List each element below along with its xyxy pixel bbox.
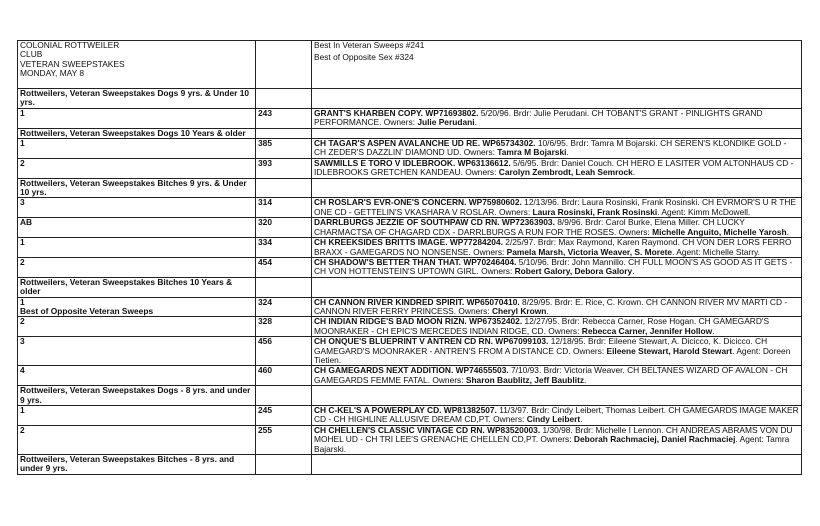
owners: Tamra M Bojarski — [497, 147, 567, 158]
owners: Laura Rosinski, Frank Rosinski — [532, 206, 658, 217]
owners: Julie Perudani — [417, 117, 475, 128]
entry-description — [312, 218, 802, 238]
class-heading-row — [18, 89, 802, 109]
dog-name-and-registration: DARRLBURGS JEZZIE OF SOUTHPAW CD RN. WP72363903. — [314, 217, 555, 228]
catalog-number: 243 — [256, 108, 312, 128]
entry-description — [312, 317, 802, 337]
best-awards-cell — [312, 41, 802, 89]
page-top-margin — [0, 0, 820, 38]
owners: Cheryl Krown — [491, 305, 547, 316]
catalog-number: 456 — [256, 337, 312, 366]
catalog-number: 320 — [256, 218, 312, 238]
entry-row — [18, 238, 802, 258]
empty-number-cell — [256, 386, 312, 406]
placement: 2 — [18, 158, 256, 178]
entry-description — [312, 337, 802, 366]
placement: 1 — [18, 108, 256, 128]
entry-description — [312, 238, 802, 258]
entry-row — [18, 425, 802, 454]
entry-details: 5/10/96. Brdr: John Mannillo. CH FULL MOON'S AS GOOD AS IT GETS - CH VON HOTTENSTEIN'S UPTOWN GIRL. Owners: — [314, 257, 793, 277]
entry-details: 10/6/95. Brdr: Tamra M Bojarski. CH SEREN'S KLONDIKE GOLD - CH ZEDER'S DAZZLIN' DIAMOND UD. Owners: — [314, 138, 787, 158]
results-table — [17, 40, 802, 475]
catalog-number: 385 — [256, 139, 312, 159]
owners: Michelle Anguito, Michelle Yarosh — [652, 226, 787, 237]
class-heading-row — [18, 128, 802, 138]
entry-tail: . Agent: Doreen Tietien. — [314, 345, 791, 365]
dog-name-and-registration: CH TAGAR'S ASPEN AVALANCHE UD RE. WP65734302. — [314, 138, 536, 149]
entry-details: 2/25/97. Brdr: Max Raymond, Karen Raymond. CH VON DER LORS FERRO BRAXX - GAMEGARDS NO NONSENSE. Owners: — [314, 237, 792, 257]
entry-details: 12/27/95. Brdr: Rebecca Carner, Rose Hogan. CH GAMEGARD'S MOONRAKER - CH EPIC'S MERCEDES INDIAN RIDGE, CD. Owners: — [314, 316, 770, 336]
entry-row — [18, 406, 802, 426]
entry-row — [18, 257, 802, 277]
placement: AB — [18, 218, 256, 238]
dog-name-and-registration: CH C-KEL'S A POWERPLAY CD. WP81382507. — [314, 405, 497, 415]
catalog-number: 324 — [256, 297, 312, 317]
best-of-opposite-sex: Best of Opposite Sex #324 — [314, 52, 414, 63]
empty-entry-cell — [312, 455, 802, 475]
dog-name-and-registration: CH CANNON RIVER KINDRED SPIRIT. WP65070410. — [314, 297, 520, 307]
entry-row — [18, 139, 802, 159]
placement: 2 — [18, 257, 256, 277]
show-title-line-3: VETERAN SWEEPSTAKES — [20, 58, 125, 69]
owners: Cindy Leibert — [526, 414, 581, 425]
entry-description — [312, 425, 802, 454]
owners: Eileene Stewart, Harold Stewart — [606, 345, 733, 356]
entry-tail: . — [632, 167, 636, 178]
placement: 1 — [18, 238, 256, 258]
dog-name-and-registration: CH ROSLAR'S EVR-ONE'S CONCERN. WP75980602. — [314, 197, 522, 208]
dog-name-and-registration: CH CHELLEN'S CLASSIC VINTAGE CD RN. WP83520003. — [314, 425, 541, 435]
results-table-body — [18, 41, 802, 475]
empty-number-cell — [256, 277, 312, 297]
placement: 1 Best of Opposite Veteran Sweeps — [18, 297, 256, 317]
dog-name-and-registration: CH GAMEGARDS NEXT ADDITION. WP74655503. — [314, 365, 509, 376]
catalog-number: 454 — [256, 257, 312, 277]
entry-details: 8/9/96. Brdr: Carol Burke, Elena Miller. CH LUCKY CHARMACTSA OF CHAGARD CDX - DARRLBURGS A RUN FOR THE ROSES. Owners: — [314, 217, 745, 237]
class-heading: Rottweilers, Veteran Sweepstakes Dogs - 8 yrs. and under 9 yrs. — [18, 386, 256, 406]
placement: 2 — [18, 317, 256, 337]
entry-details: 12/13/96. Brdr: Laura Rosinski, Frank Rosinski. CH EVRMOR'S U R THE ONE CD - GETTELIN'S VKASHARA V ROSLAR. Owners: — [314, 197, 797, 217]
empty-number-cell — [256, 178, 312, 198]
entry-row — [18, 297, 802, 317]
catalog-number: 245 — [256, 406, 312, 426]
header-row — [18, 41, 802, 89]
dog-name-and-registration: GRANT'S KHARBEN COPY. WP71693802. — [314, 108, 479, 118]
entry-details: 5/20/96. Brdr: Julie Perudani. CH TOBANT'S GRANT - PINLIGHTS GRAND PERFORMANCE. Owners: — [314, 108, 763, 128]
dog-name-and-registration: CH INDIAN RIDGE'S BAD MOON RIZN. WP67352402. — [314, 316, 523, 327]
entry-details: 7/10/93. Brdr: Victoria Weaver. CH BELTANES WIZARD OF AVALON - CH GAMEGARDS FEMME FATAL. Owners: — [314, 365, 788, 385]
class-heading-row — [18, 277, 802, 297]
class-heading: Rottweilers, Veteran Sweepstakes Dogs 10 Years & older — [18, 128, 256, 138]
entry-description — [312, 406, 802, 426]
class-heading: Rottweilers, Veteran Sweepstakes Bitches 9 yrs. & Under 10 yrs. — [18, 178, 256, 198]
entry-tail: . — [580, 414, 583, 425]
placement: 4 — [18, 366, 256, 386]
entry-description — [312, 158, 802, 178]
entry-tail: . Agent: Michelle Starry. — [672, 246, 760, 257]
placement: 1 — [18, 139, 256, 159]
catalog-number: 328 — [256, 317, 312, 337]
class-heading-row — [18, 178, 802, 198]
class-heading: Rottweilers, Veteran Sweepstakes Bitches - 8 yrs. and under 9 yrs. — [18, 455, 256, 475]
owners: Sharon Baublitz, Jeff Baublitz — [465, 374, 585, 385]
entry-description — [312, 139, 802, 159]
empty-number-cell — [256, 128, 312, 138]
empty-number-cell — [256, 89, 312, 109]
empty-entry-cell — [312, 128, 802, 138]
show-title-line-2: CLUB — [20, 49, 43, 60]
dog-name-and-registration: SAWMILLS E TORO V IDLEBROOK. WP63136612. — [314, 158, 511, 168]
entry-row — [18, 218, 802, 238]
entry-row — [18, 366, 802, 386]
entry-details: 5/6/95. Brdr: Daniel Couch. CH HERO E LASITER VOM ALTONHAUS CD - IDLEBROOKS GRETCHEN KANDEAU. Owners: — [314, 158, 794, 178]
entry-description — [312, 366, 802, 386]
entry-description — [312, 108, 802, 128]
show-date: MONDAY, MAY 8 — [20, 68, 85, 79]
catalog-number: 314 — [256, 198, 312, 218]
class-heading-row — [18, 455, 802, 475]
entry-description — [312, 297, 802, 317]
placement: 3 — [18, 337, 256, 366]
placement: 1 — [18, 406, 256, 426]
entry-tail: . Agent: Tamra Bajarski. — [314, 434, 790, 454]
entry-tail: . — [546, 305, 549, 316]
class-heading-row — [18, 386, 802, 406]
entry-tail: . — [786, 226, 789, 237]
entry-tail: . Agent: Kimm McDowell. — [657, 206, 751, 217]
dog-name-and-registration: CH KREEKSIDES BRITTS IMAGE. WP77284204. — [314, 237, 503, 248]
owners: Deborah Rachmaciej, Daniel Rachmaciej — [573, 434, 736, 445]
owners: Rebecca Carner, Jennifer Hollow — [581, 325, 713, 336]
entry-description — [312, 198, 802, 218]
empty-entry-cell — [312, 386, 802, 406]
dog-name-and-registration: CH SHADOW'S BETTER THAN THAT. WP70246404. — [314, 257, 517, 267]
empty-entry-cell — [312, 277, 802, 297]
placement: 3 — [18, 198, 256, 218]
entry-details: 1/30/98. Brdr: Michelle I Lennon. CH ANDREAS ABRAMS VON DU MOHEL UD - CH TRI LEE'S GRENACHE CHELLEN CD,PT. Owners: — [314, 425, 793, 445]
entry-tail: . — [712, 325, 715, 336]
empty-entry-cell — [312, 89, 802, 109]
entry-details: 12/18/95. Brdr: Eileene Stewart, A. Dicicco, K. Dicicco. CH GAMEGARD'S MOONRAKER - ANTREN'S FROM A DISTANCE CD. Owners: — [314, 336, 768, 356]
empty-number-cell — [256, 455, 312, 475]
entry-row — [18, 317, 802, 337]
owners: Carolyn Zembrodt, Leah Semrock — [498, 167, 633, 178]
class-heading: Rottweilers, Veteran Sweepstakes Bitches 10 Years & older — [18, 277, 256, 297]
empty-entry-cell — [312, 178, 802, 198]
entry-tail: . — [632, 266, 635, 277]
entry-description — [312, 257, 802, 277]
show-title-cell — [18, 41, 256, 89]
entry-tail: . — [566, 147, 569, 158]
best-in-veteran-sweeps: Best In Veteran Sweeps #241 — [314, 40, 425, 50]
entry-details: 8/29/95. Brdr: E. Rice, C. Krown. CH CANNON RIVER MV MARTI CD - CANNON RIVER FERRY PRINCESS. Owners: — [314, 297, 788, 316]
show-title-line-1: COLONIAL ROTTWEILER — [20, 40, 120, 50]
class-heading: Rottweilers, Veteran Sweepstakes Dogs 9 yrs. & Under 10 yrs. — [18, 89, 256, 109]
dog-name-and-registration: CH ONQUE'S BLUEPRINT V ANTREN CD RN. WP67099103. — [314, 336, 549, 347]
placement: 2 — [18, 425, 256, 454]
owners: Robert Galory, Debora Galory — [514, 266, 633, 277]
catalog-number: 393 — [256, 158, 312, 178]
header-number-cell — [256, 41, 312, 89]
catalog-number: 460 — [256, 366, 312, 386]
catalog-number: 334 — [256, 238, 312, 258]
owners: Pamela Marsh, Victoria Weaver, S. Morete — [506, 246, 673, 257]
entry-row — [18, 158, 802, 178]
entry-row — [18, 198, 802, 218]
catalog-number: 255 — [256, 425, 312, 454]
entry-row — [18, 108, 802, 128]
entry-tail: . — [584, 374, 587, 385]
entry-row — [18, 337, 802, 366]
entry-tail: . — [474, 117, 477, 128]
entry-details: 11/3/97. Brdr: Cindy Leibert, Thomas Leibert. CH GAMEGARDS IMAGE MAKER CD - CH HIGHLINE ALLUSIVE DREAM CD,PT. Owners: — [314, 405, 799, 425]
